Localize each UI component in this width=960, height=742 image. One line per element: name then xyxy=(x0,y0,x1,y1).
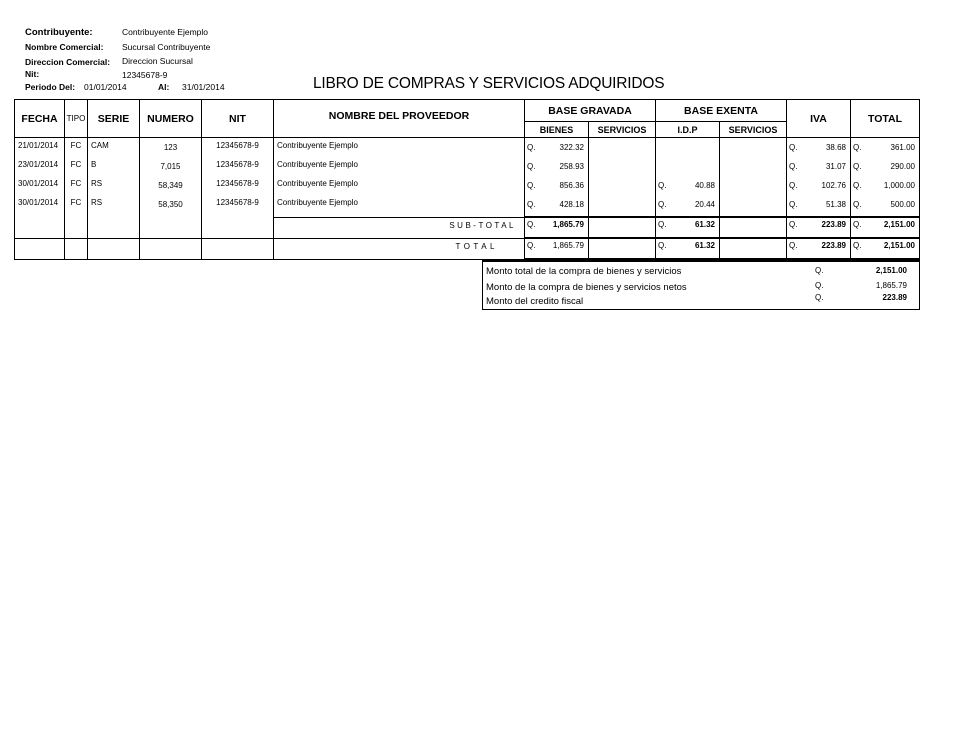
table-row xyxy=(15,198,920,217)
cell-total: 290.00 xyxy=(890,162,915,171)
cell-nit: 12345678-9 xyxy=(202,179,274,198)
currency-symbol: Q. xyxy=(527,181,536,190)
cell-idp xyxy=(656,160,719,162)
summary-value-netos: 1,865.79 xyxy=(875,281,907,290)
cell-proveedor: Contribuyente Ejemplo xyxy=(274,198,525,217)
cell-fecha: 21/01/2014 xyxy=(15,141,65,160)
total-iva: 223.89 xyxy=(821,241,846,250)
cell-idp: 40.88 xyxy=(694,181,715,190)
col-base-gravada: BASE GRAVADA xyxy=(525,100,656,122)
currency-symbol: Q. xyxy=(853,143,862,152)
subtotal-row xyxy=(15,217,920,238)
subtotal-idp: 61.32 xyxy=(694,220,715,229)
direccion-label: Direccion Comercial: xyxy=(25,57,111,67)
col-total: TOTAL xyxy=(851,100,920,138)
cell-proveedor: Contribuyente Ejemplo xyxy=(274,179,525,198)
currency-symbol: Q. xyxy=(527,200,536,209)
currency-symbol: Q. xyxy=(815,281,824,290)
total-total: 2,151.00 xyxy=(883,241,915,250)
cell-bienes: 258.93 xyxy=(559,162,584,171)
cell-serie: RS xyxy=(88,179,140,198)
total-idp: 61.32 xyxy=(694,241,715,250)
col-tipo: TIPO xyxy=(65,100,88,138)
page-title: LIBRO DE COMPRAS Y SERVICIOS ADQUIRIDOS xyxy=(313,75,665,92)
col-serie: SERIE xyxy=(88,100,140,138)
subtotal-bienes: 1,865.79 xyxy=(552,220,584,229)
cell-nit: 12345678-9 xyxy=(202,160,274,179)
cell-tipo: FC xyxy=(65,179,88,198)
col-nit: NIT xyxy=(202,100,274,138)
currency-symbol: Q. xyxy=(658,241,667,250)
nombre-comercial-label: Nombre Comercial: xyxy=(25,42,104,52)
table-row xyxy=(15,141,920,160)
total-bienes: 1,865.79 xyxy=(552,241,584,250)
currency-symbol: Q. xyxy=(815,293,824,302)
cell-serie: B xyxy=(88,160,140,179)
nit-label: Nit: xyxy=(25,69,40,79)
currency-symbol: Q. xyxy=(853,241,862,250)
cell-serie: RS xyxy=(88,198,140,217)
cell-numero: 7,015 xyxy=(140,160,202,179)
subtotal-label: SUB-TOTAL xyxy=(274,217,525,238)
cell-total: 361.00 xyxy=(890,143,915,152)
currency-symbol: Q. xyxy=(853,200,862,209)
cell-proveedor: Contribuyente Ejemplo xyxy=(274,141,525,160)
currency-symbol: Q. xyxy=(789,200,798,209)
total-row xyxy=(15,238,920,259)
currency-symbol: Q. xyxy=(527,241,536,250)
total-label: TOTAL xyxy=(274,238,525,259)
cell-iva: 102.76 xyxy=(821,181,846,190)
currency-symbol: Q. xyxy=(527,162,536,171)
cell-nit: 12345678-9 xyxy=(202,141,274,160)
al-label: Al: xyxy=(158,82,170,92)
summary-box xyxy=(482,260,920,310)
col-servicios-exenta: SERVICIOS xyxy=(720,122,787,138)
col-base-exenta: BASE EXENTA xyxy=(656,100,787,122)
currency-symbol: Q. xyxy=(853,162,862,171)
cell-proveedor: Contribuyente Ejemplo xyxy=(274,160,525,179)
table-row xyxy=(15,160,920,179)
cell-fecha: 30/01/2014 xyxy=(15,179,65,198)
table-row xyxy=(15,179,920,198)
nombre-comercial-value: Sucursal Contribuyente xyxy=(122,42,211,52)
cell-numero: 123 xyxy=(140,141,202,160)
ledger-table xyxy=(14,99,920,260)
cell-tipo: FC xyxy=(65,141,88,160)
col-numero: NUMERO xyxy=(140,100,202,138)
col-fecha: FECHA xyxy=(15,100,65,138)
col-idp: I.D.P xyxy=(656,122,720,138)
cell-iva: 51.38 xyxy=(825,200,846,209)
currency-symbol: Q. xyxy=(527,143,536,152)
cell-numero: 58,350 xyxy=(140,198,202,217)
cell-nit: 12345678-9 xyxy=(202,198,274,217)
currency-symbol: Q. xyxy=(658,181,667,190)
currency-symbol: Q. xyxy=(658,200,667,209)
cell-idp: 20.44 xyxy=(694,200,715,209)
summary-label-netos: Monto de la compra de bienes y servicios netos xyxy=(486,282,687,293)
col-proveedor: NOMBRE DEL PROVEEDOR xyxy=(274,100,525,138)
cell-total: 1,000.00 xyxy=(883,181,915,190)
summary-value-credito: 223.89 xyxy=(882,293,907,302)
cell-bienes: 428.18 xyxy=(559,200,584,209)
currency-symbol: Q. xyxy=(789,181,798,190)
currency-symbol: Q. xyxy=(789,143,798,152)
currency-symbol: Q. xyxy=(789,241,798,250)
nit-value: 12345678-9 xyxy=(122,70,168,80)
cell-total: 500.00 xyxy=(890,200,915,209)
currency-symbol: Q. xyxy=(815,266,824,275)
cell-bienes: 322.32 xyxy=(559,143,584,152)
col-bienes: BIENES xyxy=(525,122,589,138)
contribuyente-value: Contribuyente Ejemplo xyxy=(122,27,208,37)
cell-iva: 31.07 xyxy=(825,162,846,171)
summary-label-credito: Monto del credito fiscal xyxy=(486,296,584,307)
contribuyente-label: Contribuyente: xyxy=(25,27,93,38)
currency-symbol: Q. xyxy=(658,220,667,229)
subtotal-total: 2,151.00 xyxy=(883,220,915,229)
cell-idp xyxy=(656,141,719,143)
cell-numero: 58,349 xyxy=(140,179,202,198)
periodo-del: 01/01/2014 xyxy=(84,82,127,92)
col-servicios-gravada: SERVICIOS xyxy=(589,122,656,138)
periodo-label: Periodo Del: xyxy=(25,82,76,92)
cell-iva: 38.68 xyxy=(825,143,846,152)
cell-fecha: 30/01/2014 xyxy=(15,198,65,217)
currency-symbol: Q. xyxy=(789,162,798,171)
cell-tipo: FC xyxy=(65,198,88,217)
currency-symbol: Q. xyxy=(853,220,862,229)
currency-symbol: Q. xyxy=(853,181,862,190)
direccion-value: Direccion Sucursal xyxy=(122,56,193,66)
currency-symbol: Q. xyxy=(527,220,536,229)
col-iva: IVA xyxy=(787,100,851,138)
cell-bienes: 856.36 xyxy=(559,181,584,190)
cell-fecha: 23/01/2014 xyxy=(15,160,65,179)
summary-label-total: Monto total de la compra de bienes y servicios xyxy=(486,266,682,277)
cell-serie: CAM xyxy=(88,141,140,160)
currency-symbol: Q. xyxy=(789,220,798,229)
cell-tipo: FC xyxy=(65,160,88,179)
subtotal-iva: 223.89 xyxy=(821,220,846,229)
periodo-al: 31/01/2014 xyxy=(182,82,225,92)
summary-value-total: 2,151.00 xyxy=(875,266,907,275)
